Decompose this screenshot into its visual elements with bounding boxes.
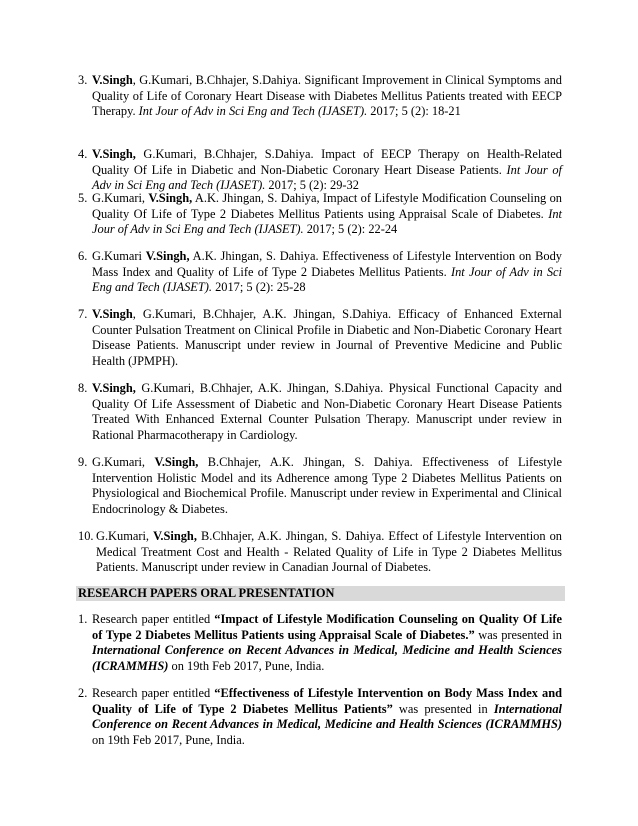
text-segment: G.Kumari, B.Chhajer, S.Dahiya. Impact of EECP Therapy on Health-Related Quality Of Life in Diabetic and Non-Diabetic Coronary Heart Disease Patients. <box>92 147 562 177</box>
text-segment: , G.Kumari, B.Chhajer, A.K. Jhingan, S.Dahiya. Efficacy of Enhanced External Counter Pulsation Treatment on Clinical Profile in Diabetic and Non-Diabetic Coronary Heart Disease Patients. Manuscript under review in Journal of Preventive Medicine and Public Health (JPMPH). <box>92 307 562 368</box>
text-segment: was presented in <box>392 701 494 716</box>
oral-presentation-item <box>78 686 562 748</box>
publication-item <box>78 73 562 120</box>
item-text <box>92 686 562 748</box>
publication-item <box>78 529 562 576</box>
item-number: 3. <box>78 73 88 87</box>
text-segment: , G.Kumari, B.Chhajer, S.Dahiya. Significant Improvement in Clinical Symptoms and Quality of Life of Coronary Heart Disease with Diabetes Mellitus Patients treated with EECP Therapy. <box>92 73 562 118</box>
publication-item <box>78 381 562 443</box>
item-text <box>92 147 562 194</box>
publication-item <box>78 147 562 194</box>
text-segment: Int Jour of Adv in Sci Eng and Tech (IJASET). <box>92 264 562 294</box>
text-segment: 2017; 5 (2): 18-21 <box>367 104 461 118</box>
publication-item <box>78 191 562 238</box>
text-segment: V.Singh <box>92 73 133 87</box>
text-segment: on 19th Feb 2017, Pune, India. <box>92 732 245 747</box>
text-segment: V.Singh, <box>148 191 193 205</box>
text-segment: A.K. Jhingan, S. Dahiya, Impact of Lifestyle Modification Counseling on Quality Of Life of Type 2 Diabetes Mellitus Patients using Appraisal Scale of Diabetes. <box>92 191 563 221</box>
text-segment: V.Singh, <box>92 147 136 161</box>
text-segment: B.Chhajer, A.K. Jhingan, S. Dahiya. Effectiveness of Lifestyle Intervention Holistic Model and its Adherence among Type 2 Diabetes Mellitus Patients on Physiological and Biochemical Profile. Manuscript under review in Experimental and Clinical Endocrinology & Diabetes. <box>92 455 563 516</box>
text-segment: 2017; 5 (2): 25-28 <box>212 280 306 294</box>
text-segment: Int Jour of Adv in Sci Eng and Tech (IJASET). <box>138 104 368 118</box>
item-number: 6. <box>78 249 88 263</box>
text-segment: “Effectiveness of Lifestyle Intervention on Body Mass Index and Quality of Life of Type 2 Diabetes Mellitus Patients” <box>92 686 563 716</box>
text-segment: on 19th Feb 2017, Pune, India. <box>168 658 325 673</box>
item-number: 10. <box>78 529 94 543</box>
publication-item <box>78 307 562 369</box>
text-segment: 2017; 5 (2): 29-32 <box>265 178 359 192</box>
item-text <box>92 73 562 120</box>
text-segment: B.Chhajer, A.K. Jhingan, S. Dahiya. Effect of Lifestyle Intervention on Medical Treatment Cost and Health - Related Quality of Life in Type 2 Diabetes Mellitus Patients. Manuscript under review in Canadian Journal of Diabetes. <box>96 529 562 574</box>
text-segment: “Impact of Lifestyle Modification Counseling on Quality Of Life of Type 2 Diabetes Mellitus Patients using Appraisal Scale of Diabetes.” <box>92 612 563 642</box>
item-number: 4. <box>78 147 88 161</box>
item-text <box>96 529 562 576</box>
text-segment: International Conference on Recent Advances in Medical, Medicine and Health Sciences (ICRAMMHS) <box>92 701 562 731</box>
text-segment: International Conference on Recent Advances in Medical, Medicine and Health Sciences (ICRAMMHS) <box>92 643 562 673</box>
text-segment: G.Kumari, <box>92 191 149 205</box>
item-text <box>92 455 562 517</box>
text-segment: Int Jour of Adv in Sci Eng and Tech (IJASET). <box>92 206 562 236</box>
text-segment: Research paper entitled <box>92 612 215 626</box>
section-heading: RESEARCH PAPERS ORAL PRESENTATION <box>76 586 565 601</box>
text-segment: 2017; 5 (2): 22-24 <box>303 222 398 236</box>
item-number: 7. <box>78 307 88 321</box>
oral-presentation-item <box>78 612 562 674</box>
text-segment: V.Singh, <box>145 249 190 263</box>
text-segment: was presented in <box>474 627 562 642</box>
text-segment: V.Singh, <box>92 381 136 395</box>
text-segment: G.Kumari <box>92 249 146 263</box>
text-segment: G.Kumari, <box>92 455 155 469</box>
item-text <box>92 307 562 369</box>
text-segment: V.Singh, <box>153 529 197 543</box>
text-segment: V.Singh, <box>154 455 199 469</box>
publication-item <box>78 455 562 517</box>
text-segment: Int Jour of Adv in Sci Eng and Tech (IJASET). <box>92 162 562 192</box>
item-text <box>92 191 562 238</box>
item-number: 1. <box>78 612 88 626</box>
item-number: 8. <box>78 381 88 395</box>
text-segment: V.Singh <box>92 307 133 321</box>
item-text <box>92 249 562 296</box>
text-segment: G.Kumari, <box>96 529 154 543</box>
item-number: 9. <box>78 455 88 469</box>
publication-item <box>78 249 562 296</box>
text-segment: A.K. Jhingan, S. Dahiya. Effectiveness of Lifestyle Intervention on Body Mass Index and Quality of Life of Type 2 Diabetes Mellitus Patients. <box>92 249 562 279</box>
item-text <box>92 612 562 674</box>
item-number: 2. <box>78 686 88 700</box>
text-segment: Research paper entitled <box>92 686 215 700</box>
item-number: 5. <box>78 191 88 205</box>
item-text <box>92 381 562 443</box>
text-segment: G.Kumari, B.Chhajer, A.K. Jhingan, S.Dahiya. Physical Functional Capacity and Quality Of Life Assessment of Diabetic and Non-Diabetic Coronary Heart Disease Patients Treated With Enhanced External Counter Pulsation Therapy. Manuscript under review in Rational Pharmacotherapy in Cardiology. <box>92 381 562 442</box>
